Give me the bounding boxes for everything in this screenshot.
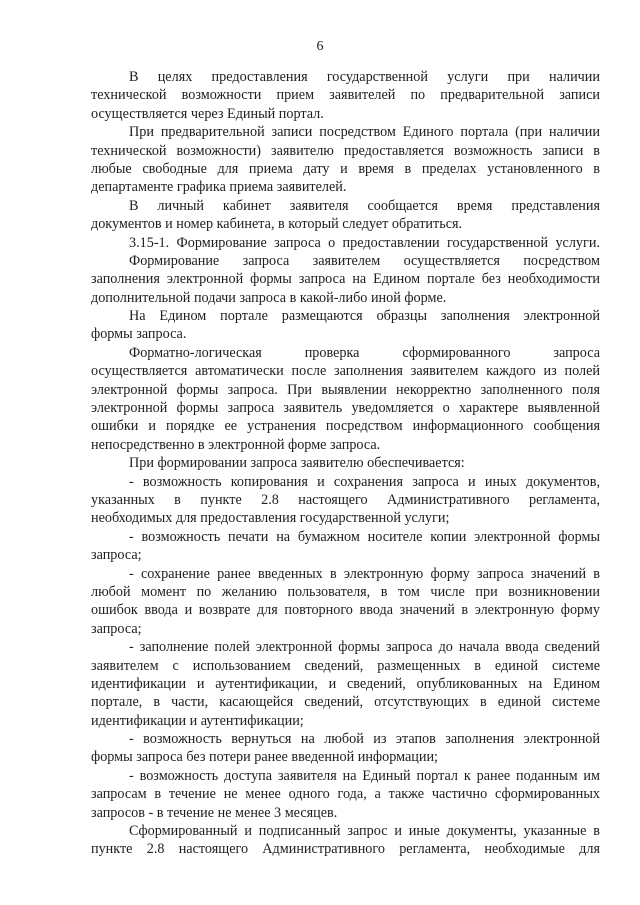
text-line: электронной формы запроса. При выявлении некорректно заполненного поля	[91, 381, 600, 398]
text-line: технической возможности) заявителю предоставляется возможность записи в	[91, 142, 600, 159]
text-line: непосредственно в электронной форме запроса.	[91, 436, 381, 453]
text-line: осуществляется автоматически после заполнения заявителем каждого из полей	[91, 363, 600, 380]
text-line: заявителем с использованием сведений, размещенных в единой системе	[91, 657, 600, 674]
text-line: электронной формы запроса заявитель уведомляется о характере выявленной	[91, 400, 600, 417]
text-line: документов и номер кабинета, в который следует обратиться.	[91, 216, 463, 233]
text-line: При формировании запроса заявителю обеспечивается:	[129, 455, 465, 472]
text-line: любой момент по желанию пользователя, в том числе при возникновении	[91, 583, 600, 600]
text-line: запросов - в течение не менее 3 месяцев.	[91, 804, 338, 821]
text-line: формы запроса.	[91, 326, 187, 343]
text-line: заполнения электронной формы запроса на Едином портале без необходимости	[91, 271, 600, 288]
text-line: - возможность доступа заявителя на Единый портал к ранее поданным им	[129, 767, 600, 784]
text-line: запроса;	[91, 547, 142, 564]
text-line: 3.15-1. Формирование запроса о предоставлении государственной услуги.	[129, 234, 600, 251]
text-line: необходимых для предоставления государственной услуги;	[91, 510, 450, 527]
text-line: Форматно-логическая проверка сформированного запроса	[129, 344, 600, 361]
text-line: - сохранение ранее введенных в электронную форму запроса значений в	[129, 565, 600, 582]
text-line: любые свободные для приема дату и время в пределах установленного в	[91, 160, 600, 177]
text-line: На Едином портале размещаются образцы заполнения электронной	[129, 308, 600, 325]
text-line: дополнительной подачи запроса в какой-либо иной форме.	[91, 289, 447, 306]
text-line: пункте 2.8 настоящего Административного регламента, необходимые для	[91, 841, 600, 858]
text-line: Формирование запроса заявителем осуществляется посредством	[129, 252, 600, 269]
text-line: Сформированный и подписанный запрос и иные документы, указанные в	[129, 823, 600, 840]
text-line: В личный кабинет заявителя сообщается время представления	[129, 197, 600, 214]
text-line: ошибок ввода и возврате для повторного ввода значений в электронную форму	[91, 602, 600, 619]
text-line: портале, в части, касающейся сведений, отсутствующих в единой системе	[91, 694, 600, 711]
text-line: запросам в течение не менее одного года, а также частично сформированных	[91, 786, 600, 803]
text-line: В целях предоставления государственной услуги при наличии	[129, 69, 600, 85]
page-number: 6	[316, 39, 324, 54]
text-line: - возможность печати на бумажном носителе копии электронной формы	[129, 528, 600, 545]
text-line: - возможность копирования и сохранения запроса и иных документов,	[129, 473, 600, 490]
text-line: - заполнение полей электронной формы запроса до начала ввода сведений	[129, 639, 600, 656]
text-line: идентификации и аутентификации, и сведений, опубликованных на Едином	[91, 675, 600, 692]
text-line: технической возможности прием заявителей по предварительной записи	[91, 87, 600, 104]
text-line: ошибки и порядке ее устранения посредством информационного сообщения	[91, 418, 600, 435]
text-line: указанных в пункте 2.8 настоящего Административного регламента,	[91, 491, 600, 508]
text-line: формы запроса без потери ранее введенной информации;	[91, 749, 438, 766]
text-line: департаменте графика приема заявителей.	[91, 179, 347, 196]
text-line: При предварительной записи посредством Единого портала (при наличии	[129, 124, 600, 141]
text-line: идентификации и аутентификации;	[91, 712, 304, 729]
text-line: - возможность вернуться на любой из этапов заполнения электронной	[129, 731, 600, 748]
text-line: осуществляется через Единый портал.	[91, 105, 324, 122]
document-body	[91, 68, 600, 859]
text-line: запроса;	[91, 620, 142, 637]
